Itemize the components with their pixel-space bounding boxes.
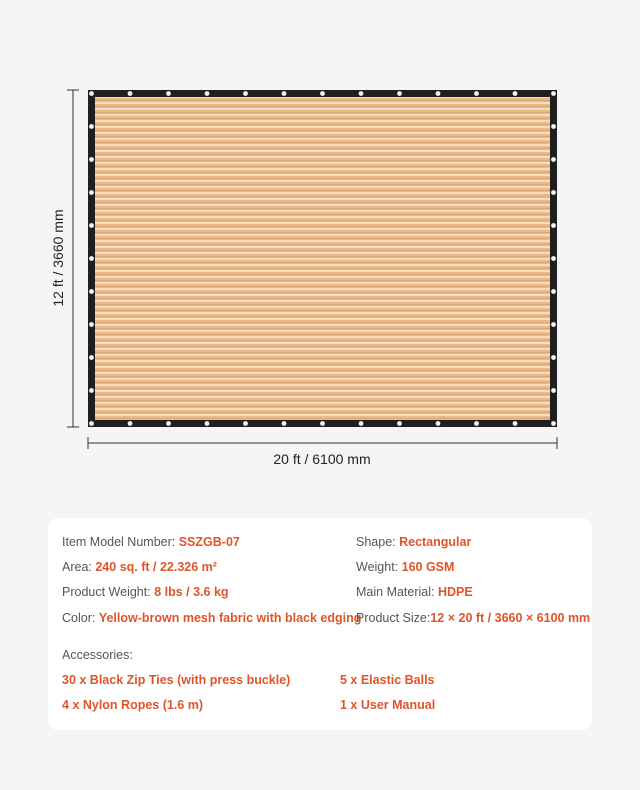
grommet bbox=[320, 91, 325, 96]
spec-card bbox=[48, 518, 592, 730]
spec-product-weight: Product Weight: 8 lbs / 3.6 kg bbox=[62, 585, 229, 599]
grommet bbox=[551, 388, 556, 393]
grommet bbox=[359, 91, 364, 96]
accessory-item: 5 x Elastic Balls bbox=[340, 673, 435, 687]
grommet bbox=[474, 421, 479, 426]
accessory-item: 4 x Nylon Ropes (1.6 m) bbox=[62, 698, 204, 712]
grommet bbox=[89, 421, 94, 426]
grommet bbox=[89, 190, 94, 195]
spec-size: Product Size:12 × 20 ft / 3660 × 6100 mm bbox=[356, 611, 591, 625]
grommet bbox=[551, 190, 556, 195]
grommet bbox=[551, 289, 556, 294]
grommet bbox=[551, 124, 556, 129]
spec-model: Item Model Number: SSZGB-07 bbox=[62, 535, 240, 549]
grommet bbox=[282, 91, 287, 96]
grommet bbox=[89, 388, 94, 393]
accessories-title: Accessories: bbox=[62, 648, 133, 662]
grommet bbox=[166, 91, 171, 96]
grommet bbox=[436, 91, 441, 96]
grommet bbox=[551, 223, 556, 228]
grommet bbox=[551, 91, 556, 96]
width-label: 20 ft / 6100 mm bbox=[273, 451, 371, 467]
grommet bbox=[551, 322, 556, 327]
grommet bbox=[243, 91, 248, 96]
grommet bbox=[243, 421, 248, 426]
grommet bbox=[205, 91, 210, 96]
grommet bbox=[166, 421, 171, 426]
accessory-item: 30 x Black Zip Ties (with press buckle) bbox=[62, 673, 291, 687]
grommet bbox=[282, 421, 287, 426]
grommet bbox=[89, 322, 94, 327]
grommet bbox=[513, 91, 518, 96]
grommet bbox=[513, 421, 518, 426]
grommet bbox=[128, 91, 133, 96]
grommet bbox=[397, 421, 402, 426]
spec-color: Color: Yellow-brown mesh fabric with black edging bbox=[62, 611, 362, 625]
spec-weight-gsm: Weight: 160 GSM bbox=[356, 560, 455, 574]
grommet bbox=[89, 355, 94, 360]
grommet bbox=[89, 223, 94, 228]
accessory-item: 1 x User Manual bbox=[340, 698, 436, 712]
grommet bbox=[397, 91, 402, 96]
grommet bbox=[551, 355, 556, 360]
grommet bbox=[359, 421, 364, 426]
grommet bbox=[89, 124, 94, 129]
spec-material: Main Material: HDPE bbox=[356, 585, 473, 599]
spec-area: Area: 240 sq. ft / 22.326 m² bbox=[62, 560, 217, 574]
grommet bbox=[551, 421, 556, 426]
grommet bbox=[551, 157, 556, 162]
grommet bbox=[205, 421, 210, 426]
grommet bbox=[474, 91, 479, 96]
grommet bbox=[128, 421, 133, 426]
grommet bbox=[89, 91, 94, 96]
grommet bbox=[551, 256, 556, 261]
grommet bbox=[320, 421, 325, 426]
grommet bbox=[89, 157, 94, 162]
height-label: 12 ft / 3660 mm bbox=[50, 209, 66, 307]
grommet bbox=[89, 256, 94, 261]
grommet bbox=[89, 289, 94, 294]
shade-sail-mesh bbox=[95, 97, 550, 420]
spec-shape: Shape: Rectangular bbox=[356, 535, 472, 549]
grommet bbox=[436, 421, 441, 426]
